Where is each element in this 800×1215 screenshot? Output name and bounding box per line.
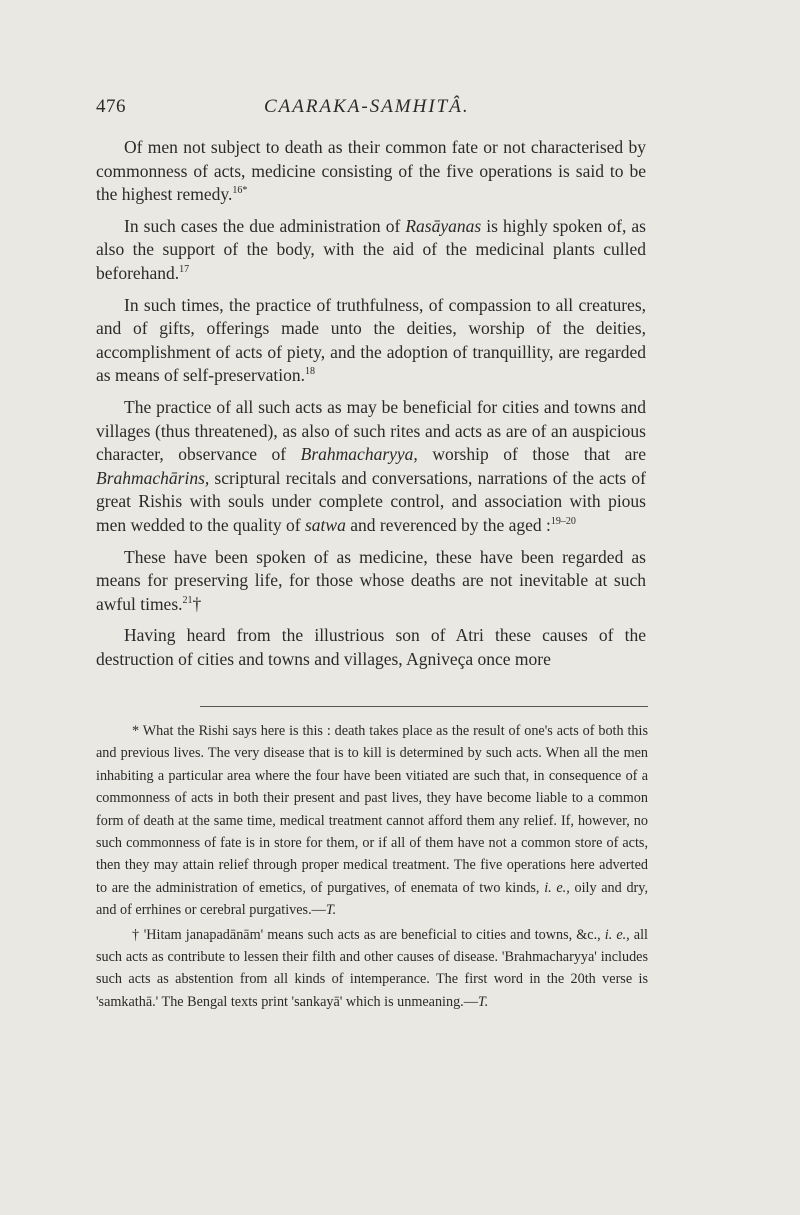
footnote: * What the Rishi says here is this : death takes place as the result of one's acts of both this and previous lives. The very disease that is to kill is determined by such acts. When all the men inhabiting a particular area where the four have been vitiated are such that, in consequence of a commonness of acts in both their present and past lives, they have become liable to a common form of death at the same time, medical treatment cannot afford them any relief. If, however, no such commonness of fate is in store for them, or if all of them have not a common store of acts, then they may attain relief through proper medical treatment. The five operations here adverted to are the administration of emetics, of purgatives, of enemata of two kinds, i. e., oily and dry, and of errhines or cerebral purgatives.—T. [96, 723, 648, 919]
main-text [96, 136, 646, 679]
paragraph: Having heard from the illustrious son of Atri these causes of the destruction of cities and towns and villages, Agniveça once more [96, 625, 646, 669]
paragraph: These have been spoken of as medicine, these have been regarded as means for preserving life, for those whose deaths are not inevitable at such awful times.$^{21}$† [96, 546, 646, 614]
paragraph: The practice of all such acts as may be beneficial for cities and towns and villages (thus threatened), as also of such rites and acts as are of an auspicious character, observance of Brahmacharyya, worship of those that are Brahmachārins, scriptural recitals and conversations, narrations of the acts of great Rishis with souls under complete control, and association with pious men wedded to the quality of satwa and reverenced by the aged :$^{19-20}$ [96, 396, 646, 535]
page-header [96, 96, 656, 122]
paragraph: Of men not subject to death as their common fate or not characterised by commonness of acts, medicine consisting of the five operations is said to be the highest remedy.$^{16*}$ [96, 137, 646, 205]
paragraph: In such times, the practice of truthfulness, of compassion to all creatures, and of gifts, offerings made unto the deities, worship of the deities, accomplishment of acts of piety, and the adoption of tranquillity, are regarded as means of self-preservation.$^{18}$ [96, 294, 646, 386]
footnote-divider [200, 706, 648, 707]
paragraph: In such cases the due administration of Rasāyanas is highly spoken of, as also the support of the body, with the aid of the medicinal plants culled beforehand.$^{17}$ [96, 215, 646, 283]
page-number: 476 [96, 96, 126, 117]
footnote: † 'Hitam janapadānām' means such acts as are beneficial to cities and towns, &c., i. e., all such acts as contribute to lessen their filth and other causes of disease. 'Brahmacharyya' includes such acts as abstention from all kinds of intemperance. The first word in the 20th verse is 'samkathā.' The Bengal texts print 'sankayā' which is unmeaning.—T. [96, 926, 648, 1010]
footnotes [96, 720, 648, 1013]
running-title: CAARAKA-SAMHITÂ. [264, 96, 470, 117]
